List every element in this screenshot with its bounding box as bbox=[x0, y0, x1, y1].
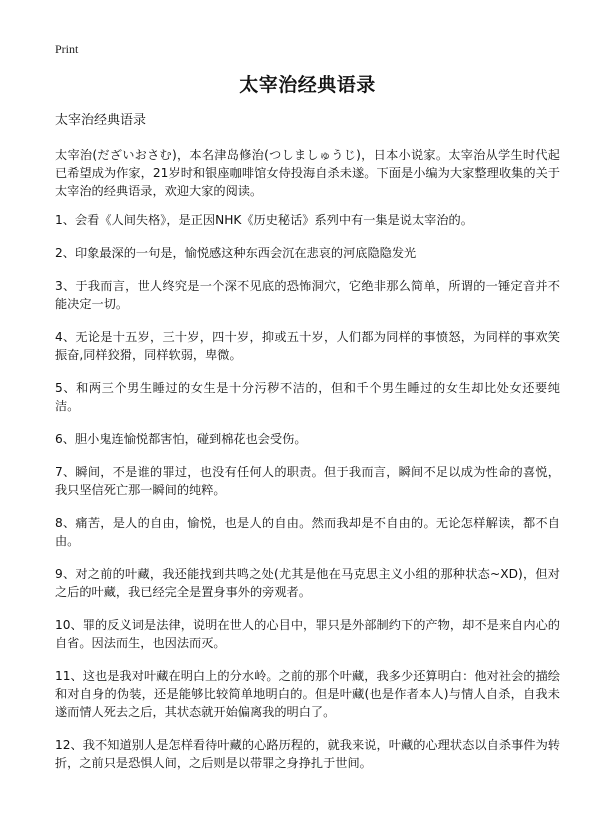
quote-paragraph-9: 9、对之前的叶藏，我还能找到共鸣之处(尤其是他在马克思主义小组的那种状态~XD)，但对之后的叶藏，我已经完全是置身事外的旁观者。 bbox=[55, 567, 560, 599]
quote-paragraph-8: 8、痛苦，是人的自由，愉悦，也是人的自由。然而我却是不自由的。无论怎样解读，都不自由。 bbox=[55, 516, 560, 548]
page-title: 太宰治经典语录 bbox=[239, 74, 376, 96]
intro-paragraph: 太宰治(だざいおさむ)，本名津岛修治(つしましゅうじ)，日本小说家。太宰治从学生时代起已希望成为作家，21岁时和银座咖啡馆女侍投海自杀未遂。下面是小编为大家整理收集的关于太宰治的经典语录，欢迎大家的阅读。 bbox=[55, 148, 560, 198]
quote-paragraph-7: 7、瞬间，不是谁的罪过，也没有任何人的职责。但于我而言，瞬间不足以成为性命的喜悦，我只坚信死亡那一瞬间的纯粹。 bbox=[55, 465, 560, 497]
quote-paragraph-5: 5、和两三个男生睡过的女生是十分污秽不洁的，但和千个男生睡过的女生却比处女还要纯洁。 bbox=[55, 381, 560, 413]
quote-paragraph-3: 3、于我而言，世人终究是一个深不见底的恐怖洞穴，它绝非那么简单，所谓的一锤定音并不能决定一切。 bbox=[55, 279, 560, 311]
quote-paragraph-4: 4、无论是十五岁，三十岁，四十岁，抑或五十岁，人们都为同样的事愤怒，为同样的事欢笑振奋,同样狡猾，同样软弱，卑微。 bbox=[55, 330, 560, 362]
quote-paragraph-1: 1、会看《人间失格》，是正因NHK《历史秘话》系列中有一集是说太宰治的。 bbox=[55, 213, 473, 227]
quote-paragraph-10: 10、罪的反义词是法律，说明在世人的心目中，罪只是外部制约下的产物，却不是来自内心的自省。因法而生，也因法而灭。 bbox=[55, 618, 560, 650]
quote-paragraph-2: 2、印象最深的一句是，愉悦感这种东西会沉在悲哀的河底隐隐发光 bbox=[55, 246, 417, 260]
quote-paragraph-6: 6、胆小鬼连愉悦都害怕，碰到棉花也会受伤。 bbox=[55, 432, 307, 446]
document-subtitle: 太宰治经典语录 bbox=[55, 113, 147, 128]
quote-paragraph-11: 11、这也是我对叶藏在明白上的分水岭。之前的那个叶藏，我多少还算明白：他对社会的描绘和对自身的伪装，还是能够比较简单地明白的。但是叶藏(也是作者本人)与情人自杀，自我未遂而情人死去之后，其状态就开始偏离我的明白了。 bbox=[55, 669, 560, 719]
quote-paragraph-12: 12、我不知道别人是怎样看待叶藏的心路历程的，就我来说，叶藏的心理状态以自杀事件为转折，之前只是恐惧人间，之后则是以带罪之身挣扎于世间。 bbox=[55, 738, 560, 770]
print-label: Print bbox=[55, 42, 79, 56]
